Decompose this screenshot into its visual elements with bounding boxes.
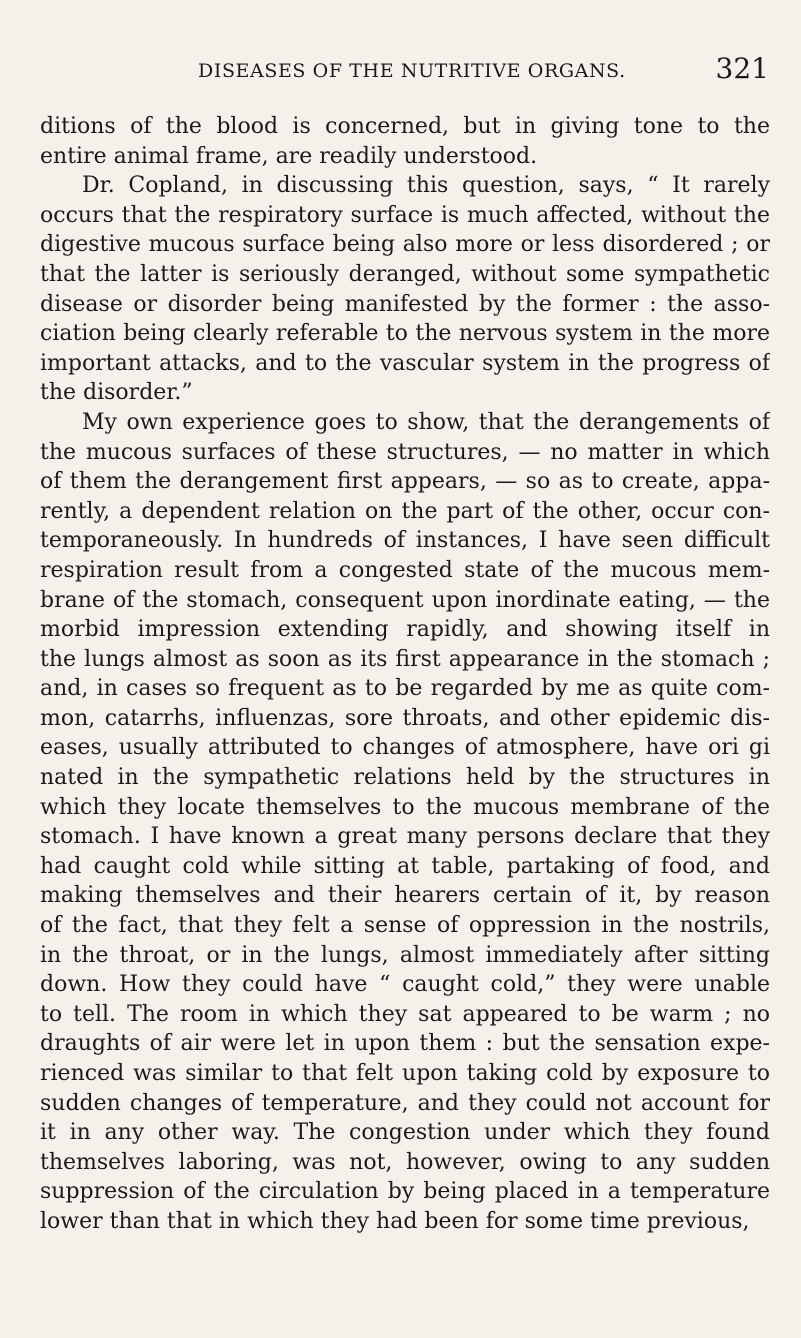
text-line: of the fact, that they felt a sense of oppression in the nostrils, [40, 913, 770, 939]
text-line: respiration result from a congested state of the mucous mem- [40, 557, 770, 583]
text-line: important attacks, and to the vascular system in the progress of [40, 350, 770, 376]
text-line: temporaneously. In hundreds of instances, I have seen difficult [40, 528, 770, 554]
text-line: eases, usually attributed to changes of atmosphere, have ori gi [40, 735, 770, 761]
paragraph [40, 112, 770, 171]
text-line: lower than that in which they had been for some time previous, [40, 1208, 750, 1234]
text-line: themselves laboring, was not, however, owing to any sudden [40, 1149, 770, 1175]
text-line: digestive mucous surface being also more or less disordered ; or [40, 232, 770, 258]
text-line: morbid impression extending rapidly, and showing itself in [40, 617, 770, 643]
text-line: it in any other way. The congestion under which they found [40, 1120, 770, 1146]
page-number: 321 [715, 52, 769, 85]
text-line: ciation being clearly referable to the nervous system in the more [40, 321, 770, 347]
text-line: ditions of the blood is concerned, but in giving tone to the [40, 114, 770, 139]
text-line: which they locate themselves to the mucous membrane of the [40, 794, 770, 820]
text-line: rently, a dependent relation on the part of the other, occur con- [40, 498, 770, 524]
text-line: disease or disorder being manifested by the former : the asso- [40, 291, 770, 317]
body-text [40, 112, 770, 1237]
text-line: and, in cases so frequent as to be regarded by me as quite com- [40, 676, 770, 702]
paragraph [40, 408, 770, 1237]
text-line: sudden changes of temperature, and they could not account for [40, 1090, 770, 1116]
text-line: that the latter is seriously deranged, without some sympathetic [40, 261, 770, 287]
text-line: occurs that the respiratory surface is much affected, without the [40, 202, 770, 228]
text-line: the mucous surfaces of these structures, — no matter in which [40, 439, 770, 465]
running-title: DISEASES OF THE NUTRITIVE ORGANS. [198, 60, 626, 82]
text-line: making themselves and their hearers certain of it, by reason [40, 883, 770, 909]
text-line: mon, catarrhs, influenzas, sore throats, and other epidemic dis- [40, 705, 770, 731]
text-line: Dr. Copland, in discussing this question, says, “ It rarely [82, 173, 770, 199]
text-line: nated in the sympathetic relations held by the structures in [40, 765, 770, 791]
text-line: brane of the stomach, consequent upon inordinate eating, — the [40, 587, 770, 613]
text-line: entire animal frame, are readily understood. [40, 143, 538, 169]
text-line: suppression of the circulation by being placed in a temperature [40, 1179, 770, 1205]
text-line: of them the derangement first appears, — so as to create, appa- [40, 469, 770, 495]
text-line: down. How they could have “ caught cold,” they were unable [40, 972, 770, 998]
text-line: in the throat, or in the lungs, almost immediately after sitting [40, 942, 770, 968]
text-line: the lungs almost as soon as its first appearance in the stomach ; [40, 646, 770, 672]
text-line: draughts of air were let in upon them : but the sensation expe- [40, 1031, 770, 1057]
text-line: My own experience goes to show, that the derangements of [82, 409, 770, 435]
text-line: had caught cold while sitting at table, partaking of food, and [40, 853, 770, 879]
text-line: to tell. The room in which they sat appeared to be warm ; no [40, 1001, 770, 1027]
text-line: rienced was similar to that felt upon taking cold by exposure to [40, 1061, 770, 1086]
text-line: the disorder.” [40, 380, 193, 406]
text-line: stomach. I have known a great many persons declare that they [40, 824, 770, 850]
paragraph [40, 171, 770, 408]
